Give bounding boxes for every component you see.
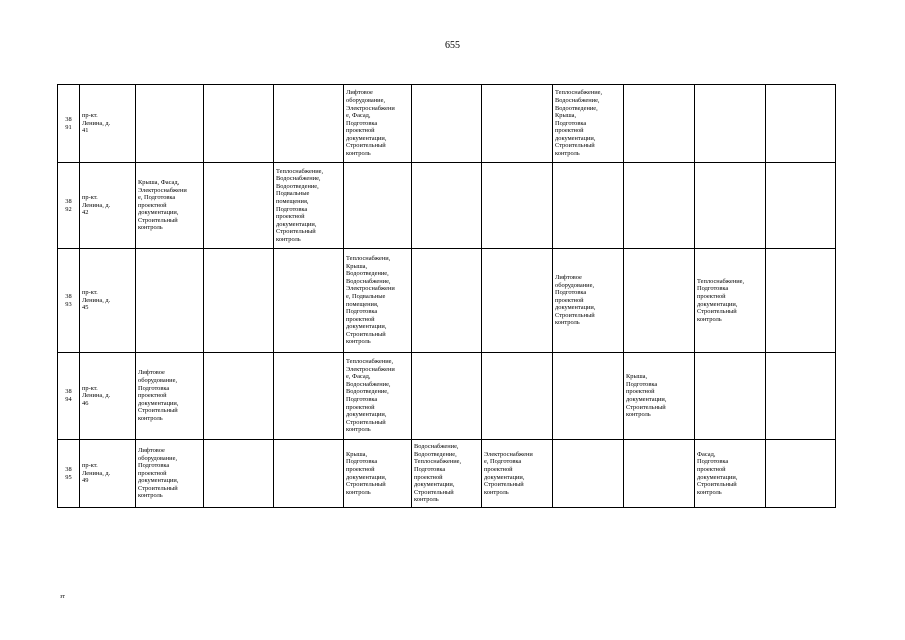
work-type-cell <box>412 163 482 249</box>
work-type-cell <box>695 249 766 353</box>
row-number-cell <box>58 163 80 249</box>
work-type-cell <box>482 353 553 440</box>
work-type-cell <box>344 85 412 163</box>
work-type-cell <box>766 249 836 353</box>
work-type-cell <box>695 440 766 508</box>
work-type-cell-text: Крыша, Подготовка проектной документации, Строительный контроль <box>626 373 667 419</box>
work-type-cell <box>274 353 344 440</box>
row-number-cell-text: 38 91 <box>65 115 72 131</box>
work-type-cell <box>344 249 412 353</box>
work-type-cell <box>482 85 553 163</box>
work-type-cell <box>274 440 344 508</box>
row-number-cell <box>58 440 80 508</box>
address-cell <box>80 353 136 440</box>
table-row <box>58 85 836 163</box>
work-type-cell <box>412 440 482 508</box>
work-type-cell <box>274 249 344 353</box>
work-type-cell <box>766 85 836 163</box>
row-number-cell <box>58 353 80 440</box>
work-type-cell <box>553 440 624 508</box>
work-type-cell <box>482 249 553 353</box>
work-type-cell <box>766 440 836 508</box>
footer-mark: зт <box>60 594 65 600</box>
row-number-cell-text: 38 94 <box>65 388 72 403</box>
work-type-cell <box>136 440 204 508</box>
work-type-cell-text: Лифтовое оборудование, Электроснабжени е, Фасад, Подготовка проектной документации, Строительный контроль <box>346 89 395 158</box>
work-type-cell <box>274 163 344 249</box>
table-row <box>58 163 836 249</box>
page-number: 655 <box>445 40 460 51</box>
address-cell-text: пр-кт. Ленина, д. 41 <box>82 112 111 135</box>
work-type-cell <box>204 163 274 249</box>
work-type-cell <box>553 85 624 163</box>
work-type-cell-text: Лифтовое оборудование, Подготовка проектной документации, Строительный контроль <box>555 273 596 327</box>
work-type-cell <box>136 353 204 440</box>
row-number-cell <box>58 249 80 353</box>
work-type-cell <box>766 163 836 249</box>
table-row <box>58 440 836 508</box>
work-type-cell <box>136 249 204 353</box>
row-number-cell <box>58 85 80 163</box>
work-type-cell <box>482 163 553 249</box>
address-cell <box>80 85 136 163</box>
address-cell <box>80 163 136 249</box>
work-type-cell <box>204 249 274 353</box>
work-type-cell <box>624 85 695 163</box>
work-type-cell-text: Крыша, Подготовка проектной документации, Строительный контроль <box>346 450 387 496</box>
work-type-cell <box>482 440 553 508</box>
work-type-cell <box>412 85 482 163</box>
work-type-cell-text: Крыша, Фасад, Электроснабжени е, Подготовка проектной документации, Строительный контроль <box>138 178 187 232</box>
work-type-cell-text: Теплоснабжение, Водоснабжение, Водоотведение, Подвальные помещения, Подготовка проектной документации, Строительный контроль <box>276 167 324 243</box>
work-type-cell <box>344 440 412 508</box>
work-type-cell <box>624 249 695 353</box>
work-type-cell <box>695 353 766 440</box>
work-type-cell-text: Теплоснабжение, Подготовка проектной документации, Строительный контроль <box>697 277 745 323</box>
work-type-cell <box>412 353 482 440</box>
work-type-cell <box>344 163 412 249</box>
work-type-cell <box>204 440 274 508</box>
work-type-cell <box>624 353 695 440</box>
work-type-cell <box>204 85 274 163</box>
work-type-cell-text: Теплоснабжение, Водоснабжение, Водоотведение, Крыша, Подготовка проектной документации, Строительный контроль <box>555 89 603 158</box>
work-type-cell <box>553 163 624 249</box>
work-type-cell <box>553 353 624 440</box>
work-type-cell <box>695 85 766 163</box>
work-type-cell-text: Теплоснабжение, Электроснабжени е, Фасад, Водоснабжение, Водоотведение, Подготовка проектной документации, Строительный контроль <box>346 358 395 434</box>
work-type-cell-text: Лифтовое оборудование, Подготовка проектной документации, Строительный контроль <box>138 446 179 500</box>
address-cell <box>80 440 136 508</box>
row-number-cell-text: 38 95 <box>65 465 72 481</box>
address-cell-text: пр-кт. Ленина, д. 45 <box>82 289 111 312</box>
work-type-cell-text: Фасад, Подготовка проектной документации, Строительный контроль <box>697 450 738 496</box>
work-type-cell <box>553 249 624 353</box>
work-type-cell <box>136 85 204 163</box>
address-cell-text: пр-кт. Ленина, д. 46 <box>82 384 111 407</box>
work-type-cell <box>766 353 836 440</box>
work-type-cell-text: Электроснабжени е, Подготовка проектной документации, Строительный контроль <box>484 450 533 496</box>
work-type-cell <box>412 249 482 353</box>
table-row <box>58 353 836 440</box>
work-type-cell <box>695 163 766 249</box>
work-type-cell-text: Водоснабжение, Водоотведение, Теплоснабжение, Подготовка проектной документации, Строительный контроль <box>414 443 462 504</box>
work-type-cell-text: Лифтовое оборудование, Подготовка проектной документации, Строительный контроль <box>138 369 179 422</box>
work-type-cell <box>204 353 274 440</box>
address-cell <box>80 249 136 353</box>
table-row <box>58 249 836 353</box>
work-type-cell <box>624 440 695 508</box>
repair-schedule-table <box>57 84 836 508</box>
work-type-cell-text: Теплоснабжени, Крыша, Водоотведение, Водоснабжение, Электроснабжени е, Подвальные помещения, Подготовка проектной документации, Строительный контроль <box>346 254 395 346</box>
address-cell-text: пр-кт. Ленина, д. 49 <box>82 462 111 485</box>
work-type-cell <box>136 163 204 249</box>
row-number-cell-text: 38 93 <box>65 292 72 308</box>
work-type-cell <box>624 163 695 249</box>
row-number-cell-text: 38 92 <box>65 197 72 213</box>
work-type-cell <box>274 85 344 163</box>
address-cell-text: пр-кт. Ленина, д. 42 <box>82 194 111 217</box>
work-type-cell <box>344 353 412 440</box>
